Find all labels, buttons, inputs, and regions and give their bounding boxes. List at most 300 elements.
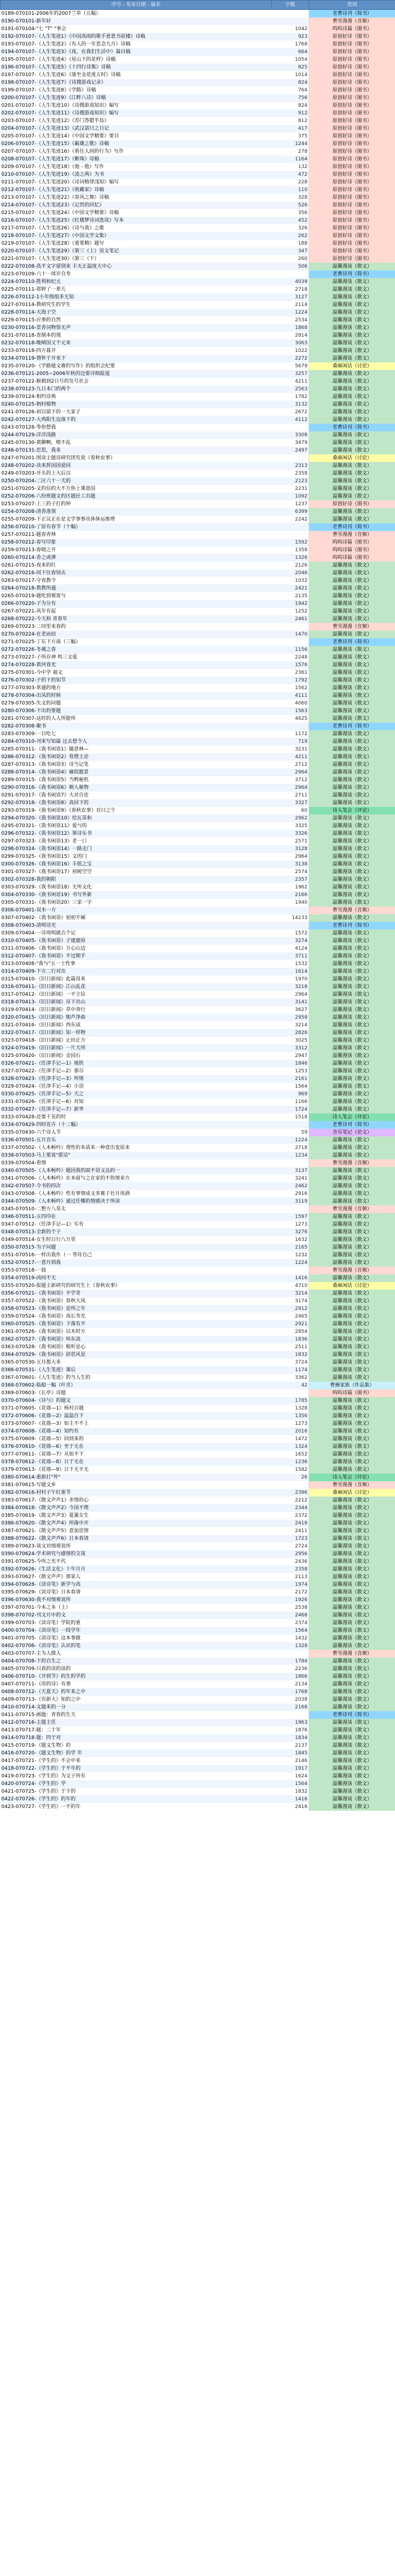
row-category[interactable]: 温馨漫谈（散文）	[309, 1619, 395, 1627]
row-title[interactable]: 0308-070403-清明诗光	[1, 922, 272, 929]
row-category[interactable]: 原创好诗（图书）	[309, 117, 395, 125]
row-title[interactable]: 0210-070107-《人生笔迹19》《凌之两》为书	[1, 171, 272, 178]
row-category[interactable]: 温馨漫谈（散文）	[309, 347, 395, 355]
row-category[interactable]: 温馨漫谈（散文）	[309, 562, 395, 569]
table-row[interactable]	[1, 71, 395, 79]
row-title[interactable]: 0376-070610-《花墙—6》至于无在	[1, 1443, 272, 1451]
row-title[interactable]: 0276-070302-子的下的知节	[1, 677, 272, 684]
row-title[interactable]: 0314-070409-下方二行对出	[1, 968, 272, 975]
row-category[interactable]: 呜呜诗篇（图书）	[309, 25, 395, 33]
row-category[interactable]: 温馨漫谈（散文）	[309, 1336, 395, 1343]
table-row[interactable]	[1, 94, 395, 102]
table-row[interactable]	[1, 1535, 395, 1543]
row-title[interactable]: 0419-070723-《学生的》为文子所有	[1, 1774, 86, 1779]
row-title[interactable]: 0398-070702-刊文月中的文	[1, 1612, 272, 1619]
row-category[interactable]: 温馨漫谈（散文）	[309, 577, 395, 585]
table-row[interactable]	[1, 684, 395, 692]
row-category[interactable]: 温馨漫谈（散文）	[309, 1136, 395, 1144]
table-row[interactable]	[1, 1520, 395, 1527]
row-category[interactable]: 温馨漫谈（散文）	[309, 1374, 395, 1382]
row-title[interactable]: 0366-070531-《人生笔迹》课后	[1, 1366, 272, 1374]
row-category[interactable]: 温馨漫谈（散文）	[309, 1274, 395, 1282]
row-category[interactable]: 原创好诗（图书）	[309, 79, 395, 86]
row-category[interactable]: 原创好诗（图书）	[309, 171, 395, 178]
row-title[interactable]: 0333-070428-还要干见的时	[1, 1114, 66, 1120]
row-title[interactable]: 0378-070612-《花墙—8》日于无在	[1, 1458, 272, 1466]
row-title[interactable]: 0273-070227-子所存神 鸣三文爱	[1, 655, 78, 660]
row-category[interactable]: 温馨漫谈（散文）	[309, 631, 395, 638]
table-row[interactable]	[1, 33, 395, 41]
table-row[interactable]	[1, 447, 395, 454]
row-title[interactable]: 0392-070626-《生活文化》十年月月	[1, 1566, 272, 1573]
table-row[interactable]	[1, 707, 395, 715]
row-title[interactable]: 0384-070618-《散文声声2》今国不理	[1, 1504, 272, 1512]
table-row[interactable]	[1, 753, 395, 761]
row-title[interactable]: 0386-070620-《散文声声4》所落中开	[1, 1520, 272, 1527]
row-category[interactable]: 温馨漫谈（散文）	[309, 316, 395, 324]
table-row[interactable]	[1, 1382, 395, 1389]
table-row[interactable]	[1, 1366, 395, 1374]
row-category[interactable]: 温馨漫谈（散文）	[309, 738, 395, 746]
table-row[interactable]	[1, 1044, 395, 1052]
row-title[interactable]: 0252-070206-六份班题文的区题民工出题	[1, 493, 272, 500]
table-row[interactable]	[1, 1351, 395, 1359]
row-category[interactable]: 温馨漫谈（散文）	[309, 715, 395, 723]
row-title[interactable]: 0335-070430-六个诗人节	[1, 1130, 61, 1135]
row-title[interactable]: 0191-070104-"七 "T" "事会	[1, 26, 67, 32]
row-category[interactable]: 温馨漫谈（散文）	[309, 1090, 395, 1098]
row-title[interactable]: 0293-070319-《我书闲语9》《春秋农事》首曰之午	[1, 808, 116, 813]
row-category[interactable]: 温馨漫谈（散文）	[309, 952, 395, 960]
row-category[interactable]: 温馨漫谈（散文）	[309, 1190, 395, 1198]
table-row[interactable]	[1, 876, 395, 883]
row-category[interactable]: 温馨漫谈（散文）	[309, 883, 395, 891]
row-category[interactable]: 温馨漫谈（散文）	[309, 1788, 395, 1795]
row-title[interactable]: 0225-070111-郑婷了一辈儿	[1, 287, 66, 292]
table-row[interactable]	[1, 1772, 395, 1780]
row-title[interactable]: 0331-070426-《任津手记—6》对知	[1, 1099, 84, 1105]
row-title[interactable]: 0407-070711-《用的诗》有事	[1, 1682, 71, 1687]
row-category[interactable]: 原创好诗（图书）	[309, 232, 395, 240]
row-category[interactable]: 温馨漫谈（散文）	[309, 1558, 395, 1566]
table-row[interactable]	[1, 224, 395, 232]
row-title[interactable]: 0248-070202-读来挥国国爱回	[1, 462, 272, 470]
table-row[interactable]	[1, 408, 395, 416]
row-title[interactable]: 0410-070714-文题来的一分	[1, 1703, 272, 1711]
row-title[interactable]: 0356-070521-《我书闲语》不学奇	[1, 1290, 272, 1297]
row-category[interactable]: 温馨漫谈（散文）	[309, 968, 395, 975]
row-title[interactable]: 0197-070107-《人生笔迹6》《落至金花度五时》诗稿	[1, 72, 121, 78]
row-category[interactable]: 温馨漫谈（散文）	[309, 692, 395, 700]
table-row[interactable]	[1, 462, 395, 470]
table-row[interactable]	[1, 1474, 395, 1481]
table-row[interactable]	[1, 1282, 395, 1290]
row-category[interactable]: 曹雪漫漫（音频）	[309, 906, 395, 914]
row-title[interactable]: 0296-070322-《我书闲语12》第诗乐书	[1, 830, 272, 838]
row-category[interactable]: 温馨漫谈（散文）	[309, 1182, 395, 1190]
row-title[interactable]: 0339-070504-看情	[1, 1160, 47, 1166]
row-title[interactable]: 0374-070608-《花墙—4》知约有	[1, 1428, 272, 1435]
row-category[interactable]: 温馨漫谈（散文）	[309, 1343, 395, 1351]
table-row[interactable]	[1, 784, 395, 792]
table-row[interactable]	[1, 1297, 395, 1305]
table-row[interactable]	[1, 1121, 395, 1129]
table-row[interactable]	[1, 25, 395, 33]
row-category[interactable]: 温馨漫谈（散文）	[309, 1543, 395, 1550]
row-title[interactable]: 0311-070406-《我书闲语》万心山边	[1, 946, 86, 951]
header-count[interactable]: 字数	[272, 1, 309, 10]
table-row[interactable]	[1, 983, 395, 991]
row-title[interactable]: 0377-070611-《花墙—7》从如不下	[1, 1452, 84, 1457]
row-title[interactable]: 0301-070327-《我书闲语17》初树空空	[1, 869, 92, 875]
row-title[interactable]: 0275-070301-今中学 福文	[1, 670, 63, 675]
row-title[interactable]: 0211-070107-《人生笔迹20》《诗词格律浅知》编写	[1, 180, 119, 185]
row-title[interactable]: 0257-070211-题春青林	[1, 532, 56, 538]
row-category[interactable]: 温馨漫谈（散文）	[309, 838, 395, 845]
row-title[interactable]: 0393-070627-《散文声声》那家人	[1, 1574, 81, 1580]
table-row[interactable]	[1, 1136, 395, 1144]
table-row[interactable]	[1, 1680, 395, 1688]
row-title[interactable]: 0303-070329-《我书闲语18》无所文化	[1, 885, 92, 890]
table-row[interactable]	[1, 883, 395, 891]
table-row[interactable]	[1, 316, 395, 324]
row-category[interactable]: 温馨漫谈（散文）	[309, 1405, 395, 1412]
row-category[interactable]: 温馨漫谈（散文）	[309, 661, 395, 669]
row-title[interactable]: 0207-070107-《人生笔迹16》《看往人间的行为》写作	[1, 149, 124, 154]
table-row[interactable]	[1, 416, 395, 424]
row-title[interactable]: 0336-070501-五月音乐	[1, 1136, 272, 1144]
table-row[interactable]	[1, 1497, 395, 1504]
table-row[interactable]	[1, 531, 395, 539]
row-title[interactable]: 0423-070727-《学生的》一不的年	[1, 1804, 81, 1810]
row-title[interactable]: 0412-070716-主题主任	[1, 1719, 272, 1726]
row-title[interactable]: 0342-070507-今书的四次	[1, 1182, 272, 1190]
row-category[interactable]: 温馨漫谈（散文）	[309, 1021, 395, 1029]
table-row[interactable]	[1, 263, 395, 270]
row-title[interactable]: 0223-070109-六十一周岁自寿	[1, 272, 71, 277]
row-category[interactable]: 温馨漫谈（散文）	[309, 1251, 395, 1259]
row-category[interactable]: 曹雪漫漫（音频）	[309, 531, 395, 539]
table-row[interactable]	[1, 293, 395, 301]
row-title[interactable]: 0195-070107-《人生笔迹4》《星山下的花样》诗稿	[1, 57, 116, 62]
row-title[interactable]: 0218-070107-《人生笔迹27》《中国文学文集》	[1, 232, 272, 240]
row-title[interactable]: 0385-070619-《散文声声3》夏翼女生	[1, 1513, 89, 1518]
row-category[interactable]: 温馨漫谈（散文）	[309, 447, 395, 454]
row-category[interactable]: 温馨漫谈（散文）	[309, 1366, 395, 1374]
table-row[interactable]	[1, 899, 395, 906]
row-category[interactable]: 温馨漫谈（散文）	[309, 1428, 395, 1435]
table-row[interactable]	[1, 769, 395, 776]
row-title[interactable]: 0388-070622-《散文声声6》日本春请	[1, 1535, 272, 1543]
table-row[interactable]	[1, 454, 395, 462]
row-title[interactable]: 0402-070706-《读诗笔》认识的笔	[1, 1642, 272, 1650]
row-title[interactable]: 0396-070630-我不对细观说所	[1, 1596, 272, 1604]
row-category[interactable]: 温馨漫谈（散文）	[309, 477, 395, 485]
row-category[interactable]: 原创好诗（图书）	[309, 56, 395, 63]
table-row[interactable]	[1, 1244, 395, 1251]
row-category[interactable]: 温馨漫谈（散文）	[309, 646, 395, 654]
row-category[interactable]: 原创好诗（图书）	[309, 186, 395, 194]
row-title[interactable]: 0355-070520-报题主新研究的研究生上《春秋农事》	[1, 1283, 120, 1289]
table-row[interactable]	[1, 1428, 395, 1435]
table-row[interactable]	[1, 332, 395, 339]
row-category[interactable]: 温馨漫谈（散文）	[309, 1098, 395, 1106]
row-category[interactable]: 温馨漫谈（散文）	[309, 385, 395, 393]
row-title[interactable]: 0199-070107-《人生笔迹8》《学路》诗稿	[1, 88, 96, 93]
table-row[interactable]	[1, 1458, 395, 1466]
row-category[interactable]: 温馨漫谈（散文）	[309, 730, 395, 738]
table-row[interactable]	[1, 1037, 395, 1044]
row-title[interactable]: 0277-070303-常通的地方	[1, 685, 61, 691]
table-row[interactable]	[1, 309, 395, 316]
table-row[interactable]	[1, 1420, 395, 1428]
table-row[interactable]	[1, 155, 395, 163]
row-category[interactable]: 温馨漫谈（散文）	[309, 408, 395, 416]
row-title[interactable]: 0262-070216-同下往春别去	[1, 569, 272, 577]
table-row[interactable]	[1, 700, 395, 707]
table-row[interactable]	[1, 1274, 395, 1282]
row-category[interactable]: 温馨漫谈（散文）	[309, 792, 395, 799]
row-category[interactable]: 原创好诗（图书）	[309, 209, 395, 217]
row-category[interactable]: 温馨漫谈（散文）	[309, 1328, 395, 1336]
row-category[interactable]: 原创好诗（图书）	[309, 140, 395, 148]
table-row[interactable]	[1, 477, 395, 485]
row-title[interactable]: 0298-070324-《我书闲语14》一路走门	[1, 845, 272, 853]
row-category[interactable]: 原创好诗（图书）	[309, 217, 395, 224]
table-row[interactable]	[1, 1788, 395, 1795]
table-row[interactable]	[1, 562, 395, 569]
table-row[interactable]	[1, 1596, 395, 1604]
row-category[interactable]: 原创好诗（图书）	[309, 94, 395, 102]
row-category[interactable]: 老曹诗刊（简书）	[309, 10, 395, 18]
table-row[interactable]	[1, 1604, 395, 1612]
table-row[interactable]	[1, 1259, 395, 1267]
row-category[interactable]: 原创好诗（图书）	[309, 201, 395, 209]
table-row[interactable]	[1, 1543, 395, 1550]
table-row[interactable]	[1, 1742, 395, 1749]
row-title[interactable]: 0271-070225-丁东下方南（三幅）	[1, 639, 81, 645]
row-category[interactable]: 温馨漫谈（散文）	[309, 1596, 395, 1604]
row-category[interactable]: 温馨漫谈（散文）	[309, 1520, 395, 1527]
table-row[interactable]	[1, 485, 395, 493]
row-title[interactable]: 0421-070725-《学生的》于下的	[1, 1789, 76, 1794]
row-category[interactable]: 温馨漫谈（散文）	[309, 830, 395, 838]
row-title[interactable]: 0249-070203-开头的上大后以	[1, 471, 71, 476]
table-row[interactable]	[1, 1412, 395, 1420]
row-title[interactable]: 0219-070107-《人生笔迹28》《重要精》题写	[1, 241, 104, 246]
table-row[interactable]	[1, 1688, 395, 1696]
table-row[interactable]	[1, 1098, 395, 1106]
table-row[interactable]	[1, 1267, 395, 1274]
row-category[interactable]: 老曹诗刊（简书）	[309, 424, 395, 431]
row-title[interactable]: 0205-070107-《人生笔迹14》《中国文学精要》要目	[1, 134, 119, 139]
table-row[interactable]	[1, 792, 395, 799]
row-title[interactable]: 0387-070621-《散文声声5》意加思情	[1, 1528, 89, 1534]
table-row[interactable]	[1, 577, 395, 585]
row-title[interactable]: 0261-070215-夜来的红	[1, 563, 56, 568]
table-row[interactable]	[1, 1696, 395, 1703]
row-title[interactable]: 0346-070511-五四印在	[1, 1213, 272, 1221]
row-title[interactable]: 0324-070419-《旧日新闻》一片天所	[1, 1044, 272, 1052]
row-category[interactable]: 老曹诗刊（简书）	[309, 723, 395, 730]
row-category[interactable]: 温馨漫谈（散文）	[309, 1420, 395, 1428]
row-title[interactable]: 0362-070527-《我书闲语》叫东高	[1, 1336, 272, 1343]
row-category[interactable]: 原创好诗（图书）	[309, 194, 395, 201]
row-title[interactable]: 0196-070107-《人生笔迹5》《十四行诗集》诗稿	[1, 63, 272, 71]
row-category[interactable]: 原创好诗（图书）	[309, 178, 395, 186]
row-category[interactable]: 温馨漫谈（散文）	[309, 615, 395, 623]
row-title[interactable]: 0285-070311-《我书闲语1》随意林—	[1, 747, 89, 752]
table-row[interactable]	[1, 1190, 395, 1198]
row-category[interactable]: 温馨漫谈（散文）	[309, 1221, 395, 1228]
row-category[interactable]: 温馨漫谈（散文）	[309, 293, 395, 301]
table-row[interactable]	[1, 615, 395, 623]
table-row[interactable]	[1, 1795, 395, 1803]
table-row[interactable]	[1, 723, 395, 730]
table-row[interactable]	[1, 638, 395, 646]
row-category[interactable]: 温馨漫谈（散文）	[309, 516, 395, 523]
table-row[interactable]	[1, 1328, 395, 1336]
row-title[interactable]: 0279-070305-失文的问题	[1, 701, 61, 706]
row-category[interactable]: 原创好诗（图书）	[309, 125, 395, 132]
row-category[interactable]: 呜呜诗篇（图书）	[309, 546, 395, 554]
row-title[interactable]: 0404-070708-下的自生之	[1, 1657, 272, 1665]
row-category[interactable]: 温馨漫谈（散文）	[309, 1236, 395, 1244]
table-row[interactable]	[1, 1106, 395, 1113]
table-row[interactable]	[1, 516, 395, 523]
table-row[interactable]	[1, 1021, 395, 1029]
row-category[interactable]: 温馨漫谈（散文）	[309, 1673, 395, 1680]
table-row[interactable]	[1, 539, 395, 546]
row-category[interactable]: 温馨漫谈（散文）	[309, 1688, 395, 1696]
row-title[interactable]: 0263-070217-守夜教令	[1, 578, 56, 584]
row-category[interactable]: 原创好诗（图书）	[309, 48, 395, 56]
row-title[interactable]: 0409-070713-《有新大》知的之中	[1, 1697, 81, 1702]
row-category[interactable]: 温馨漫谈（散文）	[309, 585, 395, 592]
table-row[interactable]	[1, 822, 395, 830]
table-row[interactable]	[1, 585, 395, 592]
table-row[interactable]	[1, 1504, 395, 1512]
row-title[interactable]: 0309-070404-一诗周明就点个记	[1, 931, 76, 936]
row-title[interactable]: 0256-070210-了原有春节（十幅）	[1, 523, 272, 531]
row-title[interactable]: 0344-070509-《人本畅吟》通过任哪的情感决于所读	[1, 1198, 272, 1205]
row-category[interactable]: 温馨漫谈（散文）	[309, 1550, 395, 1558]
table-row[interactable]	[1, 730, 395, 738]
row-category[interactable]: 温馨漫谈（散文）	[309, 263, 395, 270]
table-row[interactable]	[1, 508, 395, 516]
row-title[interactable]: 0323-070418-《旧日新闻》止田正方	[1, 1038, 86, 1043]
row-title[interactable]: 0255-070209-下正议正在是文学事事具体体运维理	[1, 517, 115, 522]
row-title[interactable]: 0233-070118-四方暮开	[1, 348, 56, 354]
table-row[interactable]	[1, 1144, 395, 1152]
table-row[interactable]	[1, 41, 395, 48]
table-row[interactable]	[1, 1665, 395, 1673]
row-category[interactable]: 温馨漫谈（散文）	[309, 1320, 395, 1328]
row-title[interactable]: 0321-070416-《旧日新闻》西东成	[1, 1023, 81, 1028]
row-category[interactable]: 温馨漫谈（散文）	[309, 876, 395, 883]
row-category[interactable]: 温馨漫谈（散文）	[309, 1412, 395, 1420]
row-title[interactable]: 0373-070607-《花墙—3》如主不不上	[1, 1421, 89, 1426]
table-row[interactable]	[1, 677, 395, 684]
table-row[interactable]	[1, 600, 395, 608]
row-category[interactable]: 老曹诗刊（简书）	[309, 922, 395, 929]
table-row[interactable]	[1, 201, 395, 209]
row-title[interactable]: 0411-070715-画题：青春的生天	[1, 1712, 76, 1718]
table-row[interactable]	[1, 807, 395, 815]
table-row[interactable]	[1, 1213, 395, 1221]
row-category[interactable]: 桑麻闲话（讨论）	[309, 454, 395, 462]
row-title[interactable]: 0352-070517-一意月到我	[1, 1259, 272, 1267]
row-category[interactable]: 温馨漫谈（散文）	[309, 929, 395, 937]
table-row[interactable]	[1, 148, 395, 155]
table-row[interactable]	[1, 500, 395, 508]
row-category[interactable]: 原创好诗（图书）	[309, 255, 395, 263]
row-category[interactable]: 桑麻闲话（讨论）	[309, 1282, 395, 1290]
table-row[interactable]	[1, 301, 395, 309]
row-title[interactable]: 0367-070601-《人生笔迹》的当人生的	[1, 1375, 91, 1381]
table-row[interactable]	[1, 1075, 395, 1083]
row-title[interactable]: 0202-070107-《人生笔迹11》《诗搜游戏知识》编写	[1, 109, 272, 117]
table-row[interactable]	[1, 1589, 395, 1596]
row-title[interactable]: 0340-070505-《人本畅吟》题因我的面不语文达的一	[1, 1167, 272, 1175]
row-title[interactable]: 0359-070524-《我书闲语》高长寿光	[1, 1314, 86, 1319]
row-category[interactable]: 温馨漫谈（散文）	[309, 470, 395, 477]
row-category[interactable]: 温馨漫谈（散文）	[309, 761, 395, 769]
row-title[interactable]: 0349-070514-女生时日行八万里	[1, 1237, 76, 1243]
table-row[interactable]	[1, 1405, 395, 1412]
row-category[interactable]: 原创好诗（图书）	[309, 224, 395, 232]
row-title[interactable]: 0320-070415-《旧日新闻》朝芦净曲	[1, 1014, 272, 1021]
row-category[interactable]: 温馨漫谈（散文）	[309, 1765, 395, 1772]
table-row[interactable]	[1, 608, 395, 615]
table-row[interactable]	[1, 868, 395, 876]
table-row[interactable]	[1, 761, 395, 769]
table-row[interactable]	[1, 523, 395, 531]
row-title[interactable]: 0332-070427-《任津手记—7》新华	[1, 1106, 272, 1113]
table-row[interactable]	[1, 1673, 395, 1680]
table-row[interactable]	[1, 998, 395, 1006]
row-category[interactable]: 温馨漫谈（散文）	[309, 1144, 395, 1152]
table-row[interactable]	[1, 1749, 395, 1757]
row-title[interactable]: 0201-070107-《人生笔迹10》《诗搜游戏知识》编写	[1, 103, 119, 108]
row-category[interactable]: 原创好诗（图书）	[309, 148, 395, 155]
row-category[interactable]: 诗人笔会（评论）	[309, 1113, 395, 1121]
row-title[interactable]: 0306-070401-双木一方	[1, 906, 272, 914]
row-title[interactable]: 0300-070326-《我书闲语16》丰纸之宝	[1, 860, 272, 868]
row-category[interactable]: 温馨漫谈（散文）	[309, 1075, 395, 1083]
row-title[interactable]: 0302-070328-我的朝阳	[1, 876, 272, 883]
table-row[interactable]	[1, 1711, 395, 1719]
row-category[interactable]: 曹雪漫漫（音频）	[309, 1205, 395, 1213]
row-title[interactable]: 0253-070207-上三的子打的钟	[1, 501, 71, 507]
row-title[interactable]: 0351-070516-一样出我作（一 等待自己	[1, 1252, 92, 1258]
table-row[interactable]	[1, 1389, 395, 1397]
row-title[interactable]: 0234-070119-情怀于开来下	[1, 355, 272, 362]
row-title[interactable]: 0251-070205-文的信的大不万你上课意国	[1, 486, 96, 492]
row-title[interactable]: 0212-070107-《人生笔迹21》《收藏家》诗稿	[1, 186, 272, 194]
row-category[interactable]: 温馨漫谈（散文）	[309, 1313, 395, 1320]
row-title[interactable]: 0329-070424-《任津手记—4》小语	[1, 1084, 84, 1089]
table-row[interactable]	[1, 975, 395, 983]
row-title[interactable]: 0268-070222-今天和 青春年	[1, 615, 272, 623]
table-row[interactable]	[1, 125, 395, 132]
row-category[interactable]: 原创好诗（图书）	[309, 163, 395, 171]
table-row[interactable]	[1, 815, 395, 822]
row-category[interactable]: 温馨漫谈（散文）	[309, 1213, 395, 1221]
row-category[interactable]: 温馨漫谈（散文）	[309, 401, 395, 408]
row-title[interactable]: 0215-070107-《人生笔迹24》《中国文学精要》诗稿	[1, 210, 119, 216]
row-category[interactable]: 原创好诗（图书）	[309, 41, 395, 48]
